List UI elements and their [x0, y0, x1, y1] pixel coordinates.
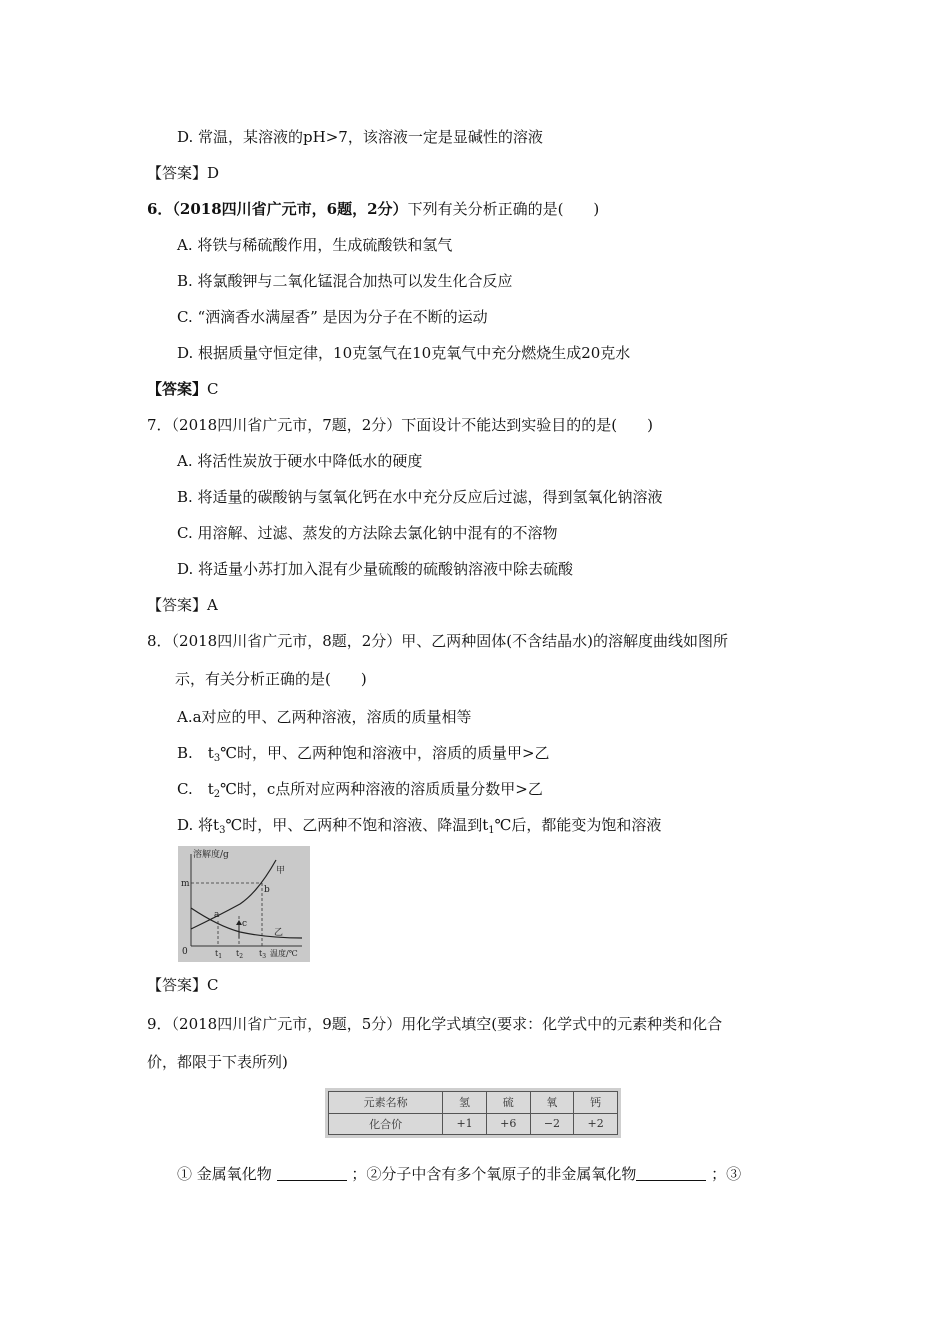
q6-stem [147, 199, 599, 219]
label-t2-base: t [236, 949, 240, 958]
label-m: m [181, 879, 190, 889]
q8-stem-line2: 示，有关分析正确的是( ) [175, 670, 367, 688]
q7-answer: 【答案】A [147, 596, 218, 614]
table-cell: +2 [574, 1113, 618, 1135]
q6-answer [147, 379, 219, 399]
q7-option-b: B. 将适量的碳酸钠与氢氧化钙在水中充分反应后过滤，得到氢氧化钠溶液 [177, 488, 663, 506]
q8-option-c-sub: 2 [213, 789, 221, 800]
q8-option-c-pre: C. t [177, 780, 214, 798]
table-cell: 硫 [486, 1092, 530, 1114]
label-t2-sub: 2 [239, 953, 244, 960]
q8-option-b [177, 743, 550, 763]
q6-option-a: A. 将铁与稀硫酸作用，生成硫酸铁和氢气 [177, 236, 453, 254]
q8-option-d [177, 815, 661, 835]
q9-fill-line [177, 1164, 741, 1184]
table-cell: +1 [443, 1113, 487, 1135]
q8-option-c-post: ℃时，c点所对应两种溶液的溶质质量分数甲>乙 [220, 780, 543, 798]
q8-option-b-post: ℃时，甲、乙两种饱和溶液中，溶质的质量甲>乙 [220, 744, 550, 762]
q8-answer: 【答案】C [147, 976, 219, 994]
table-row [329, 1113, 618, 1135]
q9-fill-a: ① 金属氧化物 [177, 1165, 272, 1183]
q7-stem: 7．（2018四川省广元市，7题，2分）下面设计不能达到实验目的的是( ) [147, 416, 654, 434]
q6-answer-label: 【答案】 [147, 380, 208, 398]
table-row [329, 1092, 618, 1114]
blank-1[interactable] [277, 1166, 347, 1181]
q7-option-a: A. 将活性炭放于硬水中降低水的硬度 [177, 452, 423, 470]
q6-option-c: C. “洒滴香水满屋香” 是因为分子在不断的运动 [177, 308, 488, 326]
label-c: c [242, 919, 248, 929]
table-cell: 氢 [443, 1092, 487, 1114]
q9-stem-line2: 价，都限于下表所列) [147, 1053, 288, 1071]
q6-stem-text: 下列有关分析正确的是( ) [407, 200, 600, 218]
label-t3-base: t [259, 949, 263, 958]
q8-option-c [177, 779, 543, 799]
label-t1-sub: 1 [218, 953, 223, 960]
label-origin: 0 [182, 947, 188, 957]
q5-option-d: D. 常温，某溶液的pH>7，该溶液一定是显碱性的溶液 [177, 128, 543, 146]
q8-option-b-sub: 3 [213, 753, 221, 764]
label-b: b [264, 885, 270, 895]
q9-stem-line1: 9．（2018四川省广元市，9题，5分）用化学式填空(要求：化学式中的元素种类和化合 [147, 1015, 723, 1033]
valence-table [328, 1091, 618, 1135]
label-t3-sub: 3 [262, 953, 267, 960]
blank-2[interactable] [636, 1166, 706, 1181]
table-cell: 元素名称 [329, 1092, 443, 1114]
element-valence-table [325, 1088, 621, 1138]
x-axis-label: 温度/℃ [270, 949, 298, 958]
q5-answer: 【答案】D [147, 164, 220, 182]
solubility-curve-figure [178, 846, 310, 962]
label-a: a [214, 910, 220, 920]
q8-option-d-sub: 3 [219, 825, 226, 836]
table-cell: +6 [486, 1113, 530, 1135]
label-jia: 甲 [276, 866, 286, 876]
y-axis-label: 溶解度/g [193, 850, 229, 860]
q6-answer-value: C [207, 380, 219, 398]
q9-fill-c: ；③ [711, 1165, 742, 1183]
q7-option-d: D. 将适量小苏打加入混有少量硫酸的硫酸钠溶液中除去硫酸 [177, 560, 574, 578]
q8-option-d-mid: ℃时，甲、乙两种不饱和溶液、降温到t [225, 816, 489, 834]
q8-option-b-pre: B. t [177, 744, 214, 762]
q8-option-d-sub2: 1 [488, 825, 495, 836]
label-t1-base: t [215, 949, 219, 958]
q6-option-b: B. 将氯酸钾与二氧化锰混合加热可以发生化合反应 [177, 272, 513, 290]
table-cell: 氧 [530, 1092, 574, 1114]
q8-option-d-post: ℃后，都能变为饱和溶液 [494, 816, 662, 834]
q8-option-a: A.a对应的甲、乙两种溶液，溶质的质量相等 [177, 708, 472, 726]
figure-background [178, 846, 310, 962]
table-cell: 钙 [574, 1092, 618, 1114]
q8-stem-line1: 8．（2018四川省广元市，8题，2分）甲、乙两种固体(不含结晶水)的溶解度曲线如图所 [147, 632, 729, 650]
table-cell: 化合价 [329, 1113, 443, 1135]
table-cell: −2 [530, 1113, 574, 1135]
q8-option-d-pre: D. 将t [177, 816, 220, 834]
q6-option-d: D. 根据质量守恒定律，10克氢气在10克氧气中充分燃烧生成20克水 [177, 344, 631, 362]
q7-option-c: C. 用溶解、过滤、蒸发的方法除去氯化钠中混有的不溶物 [177, 524, 558, 542]
label-yi: 乙 [274, 928, 284, 938]
q6-stem-source: 6．（2018四川省广元市，6题，2分） [147, 200, 408, 218]
q9-fill-b: ；②分子中含有多个氧原子的非金属氧化物 [351, 1165, 637, 1183]
